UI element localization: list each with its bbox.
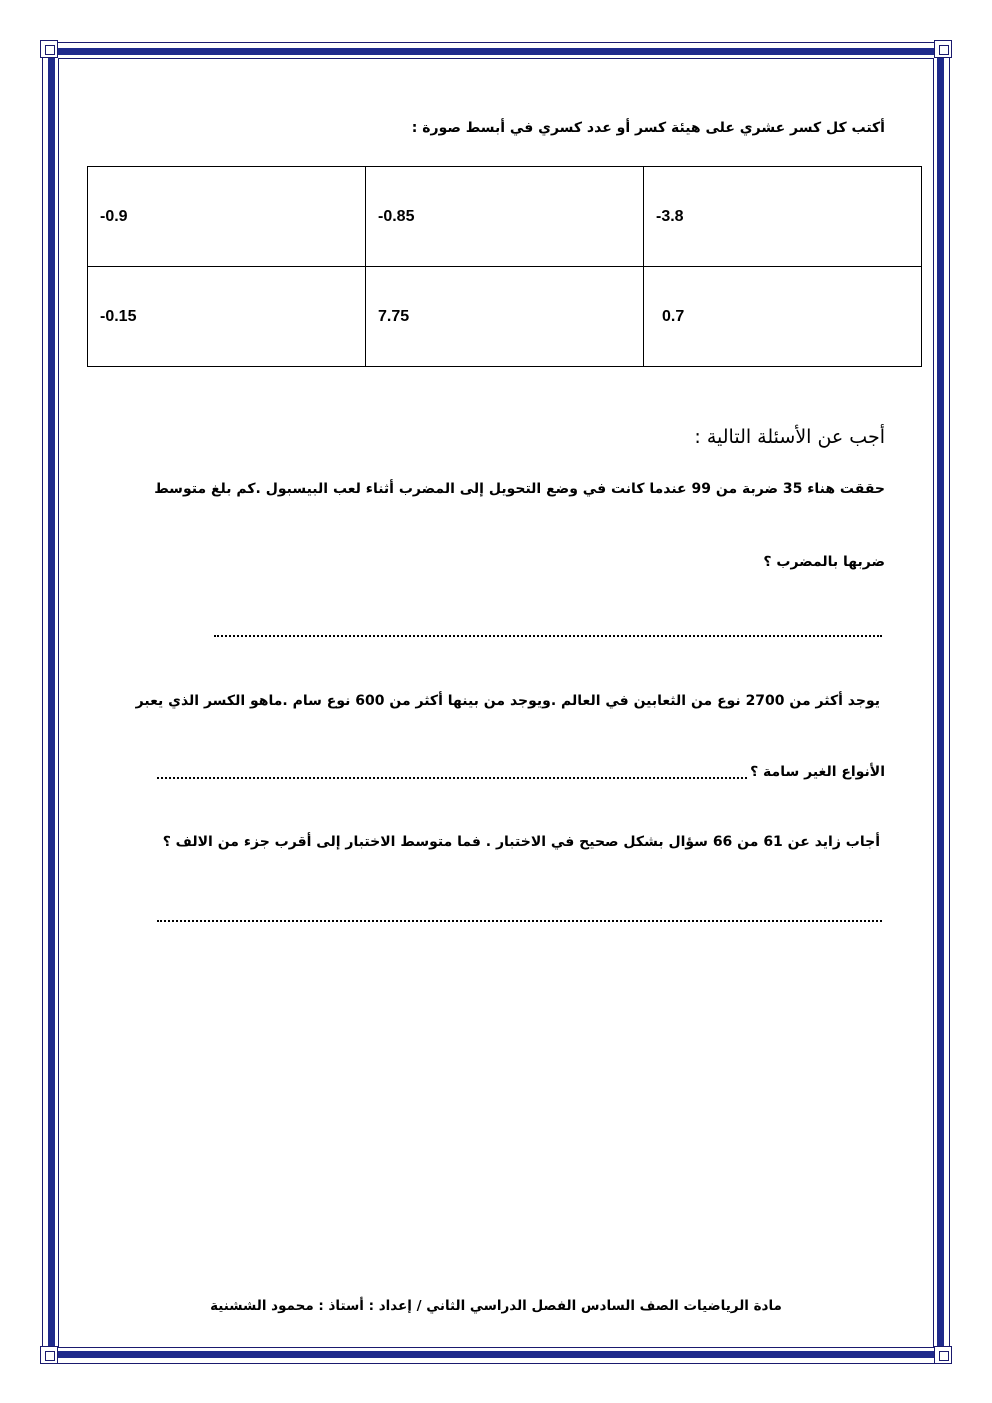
table-cell: -0.15 <box>88 267 366 367</box>
answer-line-3[interactable] <box>157 920 882 922</box>
exercise-instruction: أكتب كل كسر عشري على هيئة كسر أو عدد كسري في أبسط صورة : <box>411 120 885 136</box>
corner-ornament-top-right <box>934 40 952 58</box>
table-cell: 0.7 <box>644 267 922 367</box>
questions-heading: أجب عن الأسئلة التالية : <box>694 426 885 448</box>
table-cell: 7.75 <box>366 267 644 367</box>
question-2-text: يوجد أكثر من 2700 نوع من الثعابين في العالم .ويوجد من بينها أكثر من 600 نوع سام .ماهو الكسر الذي يعبر <box>135 693 880 709</box>
question-3-text: أجاب زايد عن 61 من 66 سؤال بشكل صحيح في الاختبار . فما متوسط الاختبار إلى أقرب جزء من الالف ؟ <box>162 834 880 850</box>
question-1-text: حققت هناء 35 ضربة من 99 عندما كانت في وضع التحويل إلى المضرب أثناء لعب البيسبول .كم بلغ متوسط <box>154 481 885 497</box>
decimals-table <box>87 166 922 367</box>
table-row <box>88 167 922 267</box>
table-cell: -0.9 <box>88 167 366 267</box>
question-2-text-continued: الأنواع الغير سامة ؟ <box>750 764 885 780</box>
page-footer: مادة الرياضيات الصف السادس الفصل الدراسي الثاني / إعداد : أستاذ : محمود الششنية <box>210 1298 782 1314</box>
question-1-text-continued: ضربها بالمضرب ؟ <box>763 554 885 570</box>
table-row <box>88 267 922 367</box>
corner-ornament-bottom-right <box>934 1346 952 1364</box>
table-cell: -0.85 <box>366 167 644 267</box>
corner-ornament-bottom-left <box>40 1346 58 1364</box>
answer-line-1[interactable] <box>214 635 882 637</box>
answer-line-2[interactable] <box>157 777 747 779</box>
corner-ornament-top-left <box>40 40 58 58</box>
table-cell: -3.8 <box>644 167 922 267</box>
